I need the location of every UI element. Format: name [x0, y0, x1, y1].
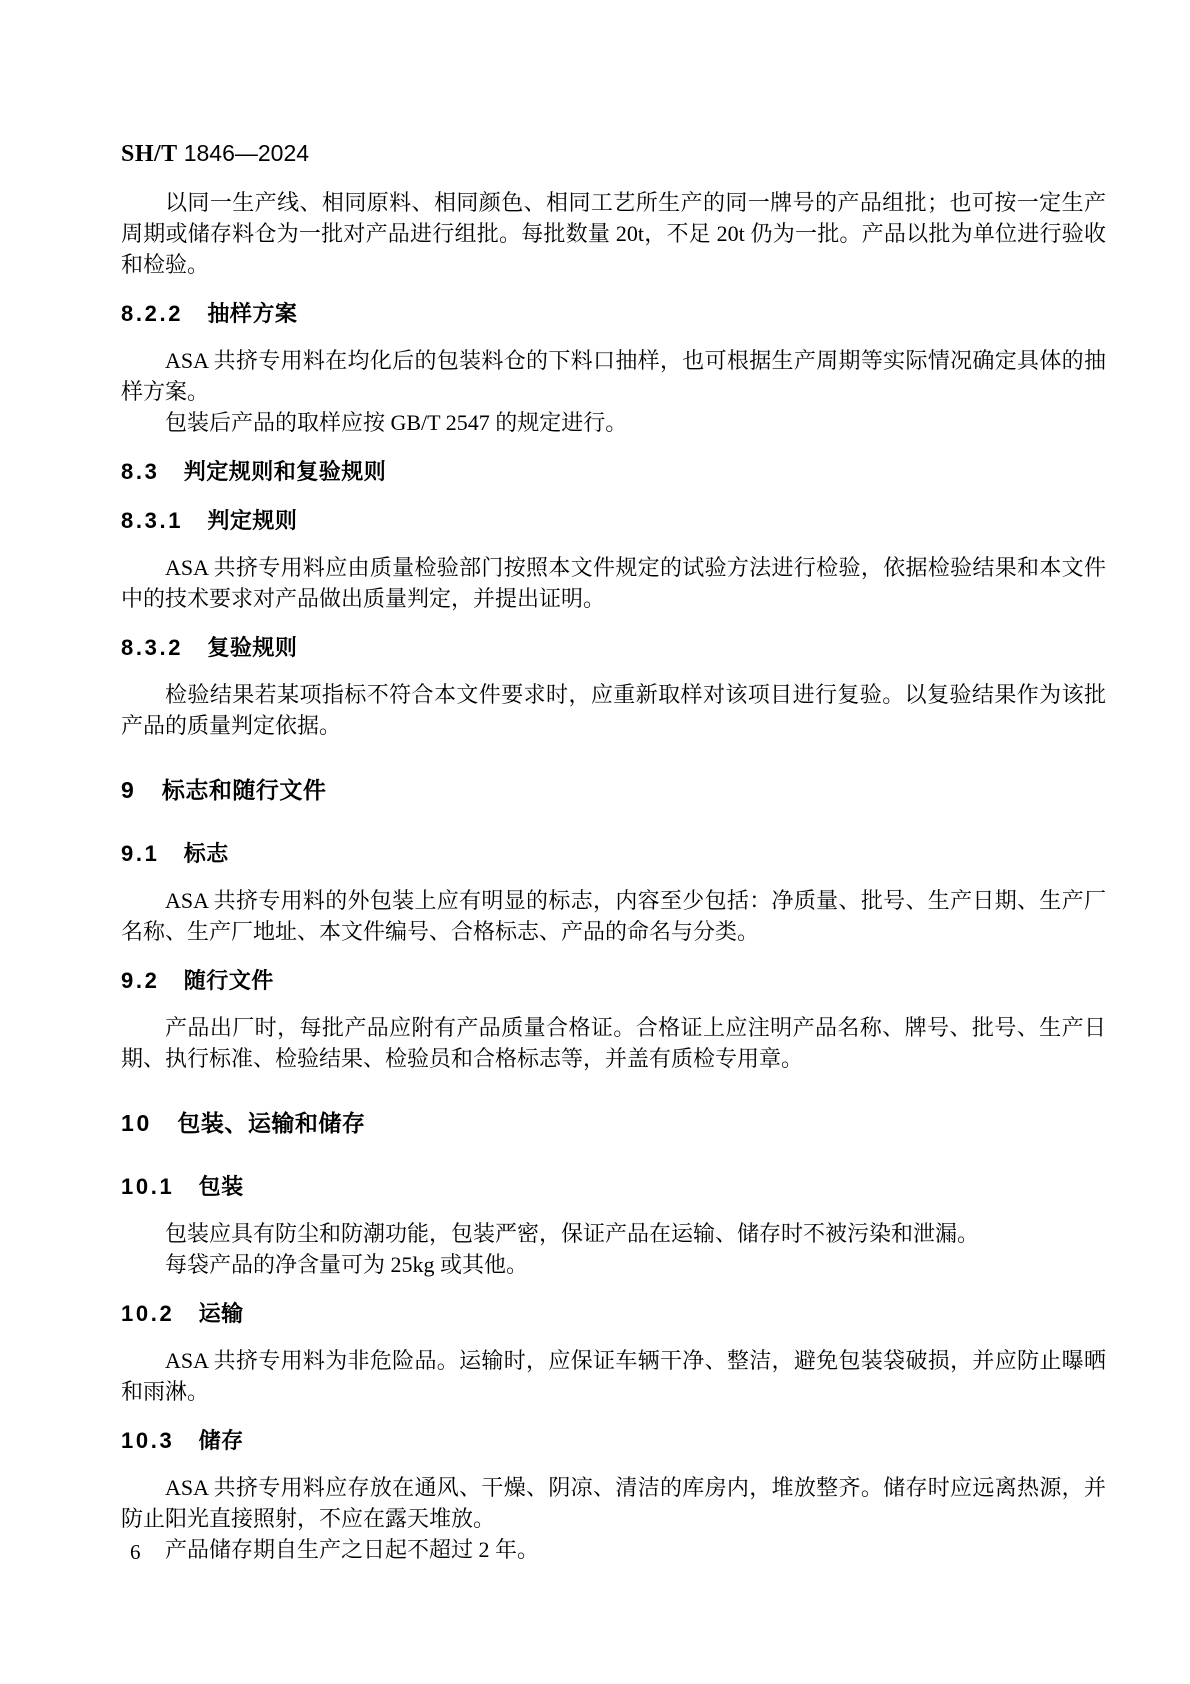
page-header — [121, 138, 1106, 170]
heading-title: 运输 — [198, 1301, 244, 1326]
heading-number: 10.1 — [121, 1174, 175, 1199]
heading-title: 包装、运输和储存 — [177, 1110, 366, 1136]
paragraph: ASA 共挤专用料为非危险品。运输时，应保证车辆干净、整洁，避免包装袋破损，并应防止曝晒和雨淋。 — [121, 1348, 1106, 1404]
section-heading-8.3 — [121, 456, 1106, 487]
heading-number: 9.2 — [121, 968, 160, 993]
section-heading-10 — [121, 1108, 1106, 1139]
heading-number: 10.3 — [121, 1428, 175, 1453]
section-heading-8.3.2 — [121, 632, 1106, 663]
heading-title: 随行文件 — [183, 968, 274, 993]
standard-number: 1846—2024 — [183, 140, 310, 166]
heading-title: 复验规则 — [207, 635, 298, 660]
heading-number: 9.1 — [121, 841, 160, 866]
heading-title: 判定规则和复验规则 — [183, 459, 387, 484]
page-footer — [130, 1538, 141, 1566]
document-body — [121, 187, 1106, 1565]
paragraph: ASA 共挤专用料应存放在通风、干燥、阴凉、清洁的库房内，堆放整齐。储存时应远离热源，并防止阳光直接照射，不应在露天堆放。 — [121, 1475, 1106, 1531]
heading-title: 储存 — [198, 1428, 244, 1453]
heading-title: 标志和随行文件 — [161, 777, 327, 803]
paragraph: 产品储存期自生产之日起不超过 2 年。 — [165, 1537, 540, 1562]
section-heading-9 — [121, 775, 1106, 806]
paragraph: ASA 共挤专用料的外包装上应有明显的标志，内容至少包括：净质量、批号、生产日期、生产厂名称、生产厂地址、本文件编号、合格标志、产品的命名与分类。 — [121, 888, 1106, 944]
paragraph: 包装后产品的取样应按 GB/T 2547 的规定进行。 — [165, 410, 628, 435]
section-heading-10.3 — [121, 1425, 1106, 1456]
section-heading-9.2 — [121, 965, 1106, 996]
paragraph: 检验结果若某项指标不符合本文件要求时，应重新取样对该项目进行复验。以复验结果作为该批产品的质量判定依据。 — [121, 682, 1106, 738]
paragraph: ASA 共挤专用料在均化后的包装料仓的下料口抽样，也可根据生产周期等实际情况确定具体的抽样方案。 — [121, 348, 1106, 404]
section-heading-8.2.2 — [121, 298, 1106, 329]
paragraph: 以同一生产线、相同原料、相同颜色、相同工艺所生产的同一牌号的产品组批；也可按一定生产周期或储存料仓为一批对产品进行组批。每批数量 20t，不足 20t 仍为一批。产品以批为单位进行验收和检验。 — [121, 190, 1106, 277]
paragraph: 产品出厂时，每批产品应附有产品质量合格证。合格证上应注明产品名称、牌号、批号、生产日期、执行标准、检验结果、检验员和合格标志等，并盖有质检专用章。 — [121, 1015, 1106, 1071]
heading-title: 标志 — [183, 841, 229, 866]
heading-number: 10.2 — [121, 1301, 175, 1326]
section-heading-10.2 — [121, 1298, 1106, 1329]
page-content — [121, 138, 1106, 1565]
heading-number: 8.3.2 — [121, 635, 184, 660]
heading-title: 包装 — [198, 1174, 244, 1199]
standard-code: SH/T — [121, 141, 178, 167]
section-heading-9.1 — [121, 838, 1106, 869]
paragraph: 每袋产品的净含量可为 25kg 或其他。 — [165, 1252, 529, 1277]
paragraph: 包装应具有防尘和防潮功能，包装严密，保证产品在运输、储存时不被污染和泄漏。 — [165, 1221, 980, 1246]
heading-number: 8.3 — [121, 459, 160, 484]
heading-number: 8.2.2 — [121, 301, 184, 326]
paragraph: ASA 共挤专用料应由质量检验部门按照本文件规定的试验方法进行检验，依据检验结果和本文件中的技术要求对产品做出质量判定，并提出证明。 — [121, 555, 1106, 611]
section-heading-8.3.1 — [121, 505, 1106, 536]
heading-title: 抽样方案 — [207, 301, 298, 326]
section-heading-10.1 — [121, 1171, 1106, 1202]
heading-number: 10 — [121, 1110, 153, 1136]
page-number: 6 — [130, 1540, 141, 1564]
heading-number: 8.3.1 — [121, 508, 184, 533]
heading-number: 9 — [121, 777, 137, 803]
heading-title: 判定规则 — [207, 508, 298, 533]
